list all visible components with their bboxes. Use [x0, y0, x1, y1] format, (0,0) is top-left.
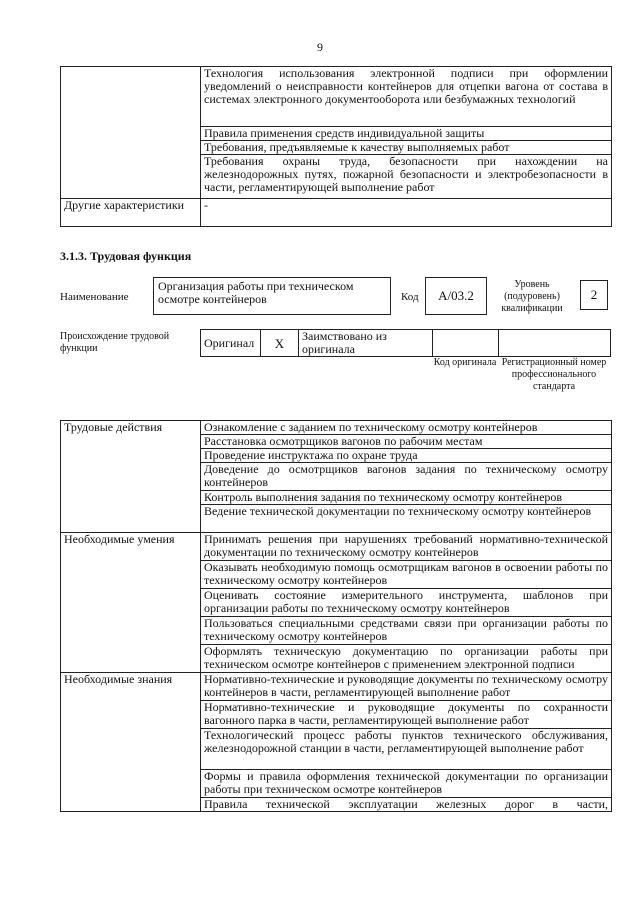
borrowed-label: Заимствовано из оригинала [299, 330, 433, 357]
knowledge-continuation-table [60, 66, 612, 227]
required-knowledge: Технологический процесс работы пунктов технического обслуживания, железнодорожной станции в части, регламентирующей выполнение работ [201, 729, 612, 770]
other-characteristics-value: - [201, 199, 612, 227]
required-skill: Оценивать состояние измерительного инструмента, шаблонов при организации работы по техническому осмотру контейнеров [201, 589, 612, 617]
origin-label: Происхождение трудовой функции [60, 331, 170, 354]
origin-table [200, 329, 611, 357]
code-label: Код [401, 291, 419, 303]
function-name-box [153, 277, 391, 315]
table-row [61, 421, 612, 435]
page-number: 9 [317, 40, 323, 54]
labor-action: Проведение инструктажа по охране труда [201, 449, 612, 463]
level-value: 2 [590, 287, 598, 302]
code-original-caption: Код оригинала [433, 357, 497, 368]
knowledge-item: Требования охраны труда, безопасности при нахождении на железнодорожных путях, пожарной безопасности и электробезопасности в части, регламентирующей выполнение работ [201, 155, 612, 199]
required-knowledge: Нормативно-технические и руководящие документы по сохранности вагонного парка в части, регламентирующей выполнение работ [201, 701, 612, 729]
code-box [425, 277, 487, 315]
labor-action: Ознакомление с заданием по техническому осмотру контейнеров [201, 421, 612, 435]
name-label: Наименование [60, 291, 129, 303]
table-row [61, 673, 612, 701]
row-label [61, 67, 201, 199]
table-row [61, 199, 612, 227]
original-mark: X [261, 330, 299, 357]
labor-action: Ведение технической документации по техническому осмотру контейнеров [201, 505, 612, 533]
required-knowledge: Правила технической эксплуатации железных дорог в части, [201, 798, 612, 812]
labor-action: Контроль выполнения задания по техническому осмотру контейнеров [201, 491, 612, 505]
row-label: Другие характеристики [61, 199, 201, 227]
labor-function-table [60, 420, 612, 812]
registration-number-cell [499, 330, 611, 357]
required-skill: Оформлять техническую документацию по организации работы при техническом осмотре контейнеров с применением электронной подписи [201, 645, 612, 673]
required-skill: Пользоваться специальными средствами связи при организации работы по техническому осмотру контейнеров [201, 617, 612, 645]
original-label: Оригинал [201, 330, 261, 357]
knowledge-item: Правила применения средств индивидуальной защиты [201, 127, 612, 141]
table-row [61, 533, 612, 561]
level-label: Уровень (подуровень) квалификации [501, 279, 563, 314]
row-label: Необходимые знания [61, 673, 201, 812]
knowledge-item: Требования, предъявляемые к качеству выполняемых работ [201, 141, 612, 155]
labor-action: Доведение до осмотрщиков вагонов задания по техническому осмотру контейнеров [201, 463, 612, 491]
function-name: Организация работы при техническом осмотре контейнеров [158, 279, 354, 306]
table-row [201, 330, 611, 357]
required-knowledge: Формы и правила оформления технической документации по организации работы при техническом осмотре контейнеров [201, 770, 612, 798]
section-heading: 3.1.3. Трудовая функция [60, 249, 192, 263]
function-code: A/03.2 [438, 288, 474, 303]
row-label: Трудовые действия [61, 421, 201, 533]
level-box [580, 280, 608, 310]
required-skill: Принимать решения при нарушениях требований нормативно-технической документации по техническому осмотру контейнеров [201, 533, 612, 561]
row-label: Необходимые умения [61, 533, 201, 673]
registration-number-caption: Регистрационный номер профессионального стандарта [501, 357, 607, 392]
knowledge-item: Технология использования электронной подписи при оформлении уведомлений о неисправности контейнеров для отцепки вагона от состава в системах электронного документооборота или безбумажных технологий [201, 67, 612, 127]
required-knowledge: Нормативно-технические и руководящие документы по техническому осмотру контейнеров в части, регламентирующей выполнение работ [201, 673, 612, 701]
table-row [61, 67, 612, 127]
code-original-cell [433, 330, 499, 357]
labor-action: Расстановка осмотрщиков вагонов по рабочим местам [201, 435, 612, 449]
required-skill: Оказывать необходимую помощь осмотрщикам вагонов в освоении работы по техническому осмотру контейнеров [201, 561, 612, 589]
